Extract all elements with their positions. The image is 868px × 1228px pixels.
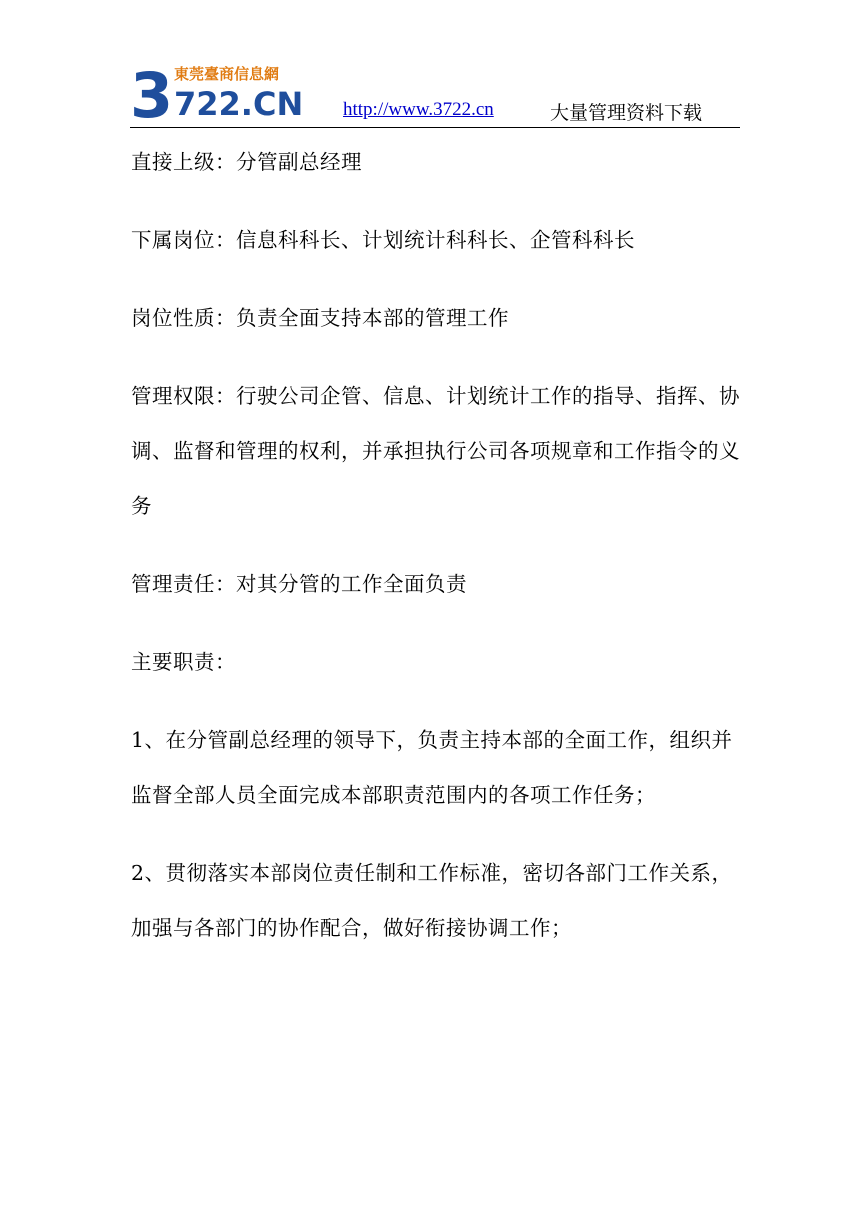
paragraph-subordinate-positions: 下属岗位：信息科科长、计划统计科科长、企管科科长 [131, 228, 635, 252]
paragraph-main-duties-heading: 主要职责： [131, 650, 236, 674]
header-slogan: 大量管理资料下载 [550, 102, 703, 124]
paragraph-management-responsibility: 管理责任：对其分管的工作全面负责 [131, 572, 467, 596]
logo-tagline: 東莞臺商信息網 [174, 65, 280, 83]
logo-domain: 722.CN [174, 85, 304, 123]
paragraph-duty-1: 1、在分管副总经理的领导下，负责主持本部的全面工作，组织并监督全部人员全面完成本部职责范围内的各项工作任务； [131, 728, 733, 807]
page-header [130, 55, 740, 128]
paragraph-direct-superior: 直接上级：分管副总经理 [131, 150, 362, 174]
paragraph-management-authority: 管理权限：行驶公司企管、信息、计划统计工作的指导、指挥、协调、监督和管理的权利，并承担执行公司各项规章和工作指令的义务 [131, 384, 740, 518]
header-url-link[interactable]: http://www.3722.cn [343, 99, 494, 120]
logo-digit: 3 [130, 59, 174, 123]
paragraph-position-nature: 岗位性质：负责全面支持本部的管理工作 [131, 306, 509, 330]
logo-graphic [130, 57, 310, 123]
paragraph-duty-2: 2、贯彻落实本部岗位责任制和工作标准，密切各部门工作关系，加强与各部门的协作配合，做好衔接协调工作； [131, 861, 733, 940]
site-logo[interactable] [130, 57, 310, 123]
document-body [131, 135, 743, 956]
